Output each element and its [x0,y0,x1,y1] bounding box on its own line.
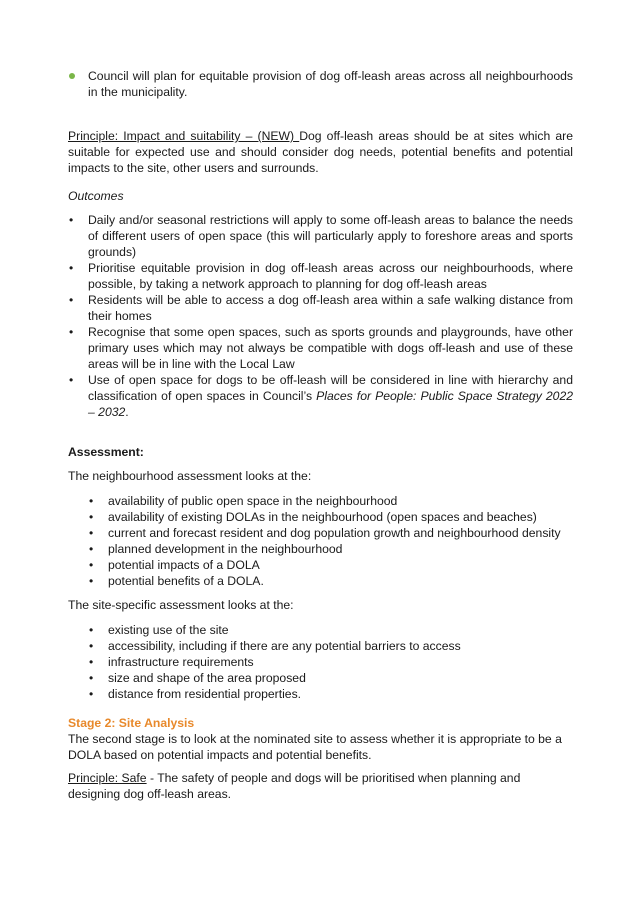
bullet-icon: • [89,510,94,524]
green-bullet-icon [69,73,75,79]
neighbourhood-intro: The neighbourhood assessment looks at the: [68,469,312,483]
list-item: • Recognise that some open spaces, such as sports grounds and playgrounds, have other primary uses which may not always be compatible with dogs off-leash and use of these areas will be in line with the Local Law [69,325,573,371]
list-item: • Use of open space for dogs to be off-leash will be considered in line with hierarchy and classification of open spaces in Council’s Places for People: Public Space Strategy 2022 – 2032. [69,373,573,419]
site-assessment-list [88,622,568,702]
bullet-icon: • [89,639,94,653]
list-item: • Residents will be able to access a dog off-leash area within a safe walking distance from their homes [69,293,573,323]
strategy-title: Places for People: Public Space Strategy 2022 – 2032 [88,389,573,419]
principle-safe-text: - The safety of people and dogs will be prioritised when planning and designing dog off-leash areas. [68,771,521,801]
bullet-icon: • [89,574,94,588]
list-item: • availability of existing DOLAs in the neighbourhood (open spaces and beaches) [89,510,537,524]
bullet-icon: • [69,293,74,307]
list-item: • current and forecast resident and dog population growth and neighbourhood density [89,526,561,540]
bullet-icon: • [69,213,74,227]
list-item: • Prioritise equitable provision in dog off-leash areas across our neighbourhoods, where possible, by taking a network approach to planning for dog off-leash areas [69,261,573,291]
stage2-text: The second stage is to look at the nominated site to assess whether it is appropriate to be a DOLA based on potential impacts and potential benefits. [68,732,562,762]
assessment-heading: Assessment: [68,445,144,459]
outcomes-list [68,212,573,420]
principle-impact-label: Principle: Impact and suitability – (NEW) [68,129,300,143]
principle-safe [68,770,573,802]
list-item: • planned development in the neighbourhood [89,542,343,556]
bullet-icon: • [69,325,74,339]
list-item: • potential impacts of a DOLA [89,558,260,572]
bullet-icon: • [89,558,94,572]
list-item: • infrastructure requirements [89,655,254,669]
list-item: • potential benefits of a DOLA. [89,574,264,588]
bullet-icon: • [89,542,94,556]
intro-bullet-text: Council will plan for equitable provision of dog off-leash areas across all neighbourhoods in the municipality. [88,69,573,99]
principle-impact-text: Dog off-leash areas should be at sites which are suitable for expected use and should consider dog needs, potential benefits and potential impacts to the site, other users and surrounds. [68,129,573,175]
list-item: • distance from residential properties. [89,687,302,701]
stage2-heading: Stage 2: Site Analysis [68,716,195,730]
bullet-icon: • [69,261,74,275]
principle-impact-suitability [68,128,573,176]
list-item: • accessibility, including if there are any potential barriers to access [89,639,461,653]
bullet-icon: • [89,623,94,637]
bullet-icon: • [89,671,94,685]
outcomes-heading: Outcomes [68,189,124,203]
bullet-icon: • [89,687,94,701]
list-item: • existing use of the site [89,623,229,637]
bullet-icon: • [89,494,94,508]
list-item: • availability of public open space in the neighbourhood [89,494,398,508]
neighbourhood-assessment-list [88,493,568,589]
list-item: • size and shape of the area proposed [89,671,306,685]
list-item: • Daily and/or seasonal restrictions will apply to some off-leash areas to balance the needs of different users of open space (this will particularly apply to foreshore areas and sports grounds) [69,213,573,259]
bullet-icon: • [89,655,94,669]
bullet-icon: • [89,526,94,540]
bullet-icon: • [69,373,74,387]
site-intro: The site-specific assessment looks at the: [68,598,294,612]
principle-safe-label: Principle: Safe [68,771,147,785]
intro-bullet [68,68,573,100]
